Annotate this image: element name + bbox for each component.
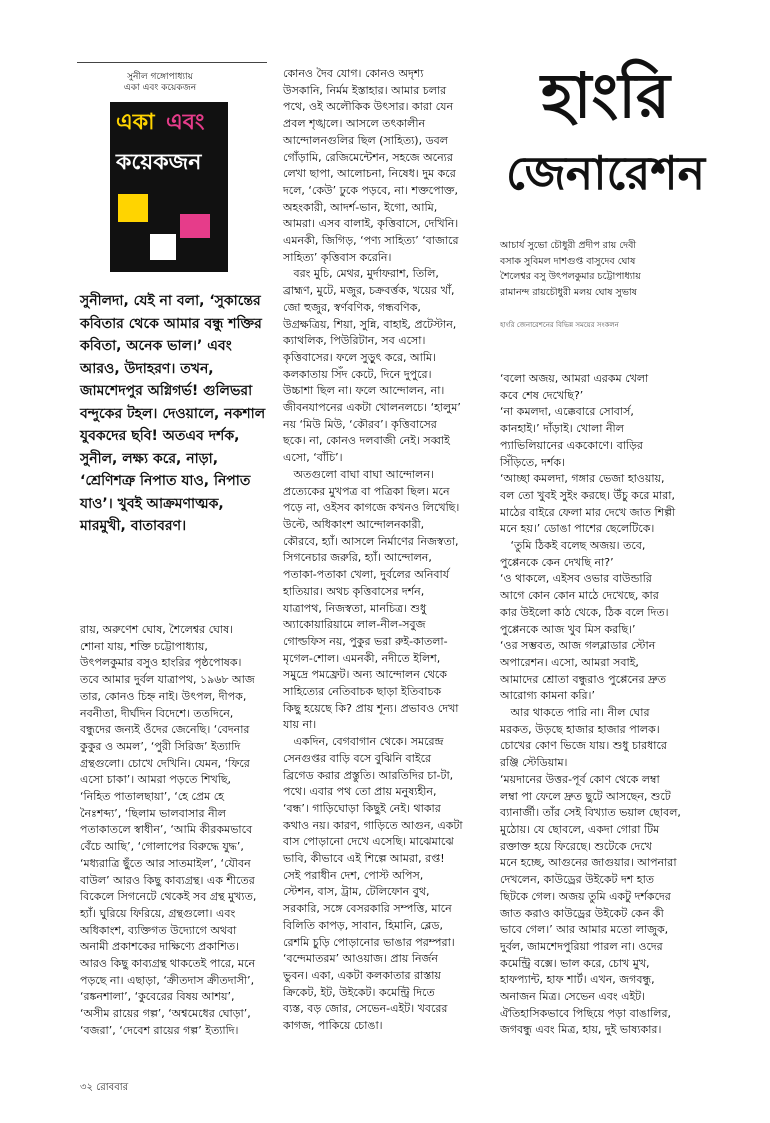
masthead-caption: হাংরি জেনারেশনের বিভিন্ন সময়ের সংকলন [500,321,619,329]
article-column-3: ‘বলো অজয়, আমরা এরকম খেলা কবে শেষ দেখেছি?’ ‘না কমলদা, এক্কেবারে সোবার্স, কানহাই।’ দাঁড়াই। খোলা নীল প্যাভিলিয়ানের এককোণে। বাড়ির সিঁড়িতে, দর্শক। ‘আচ্ছা কমলদা, গঙ্গার ভেজা হাওয়ায়, বল তো খুবই সুইং করছে। উঁচু করে মারা, মাঠের বাইরে ফেলা মার দেখে জাত শিল্পী মনে হয়।’ ডোঙা পাশের ছেলেটিকে। ‘তুমি ঠিকই বলেছ অজয়। তবে, পুপ্পেনকে কেন দেখছি না?’ ‘ও থাকলে, এইসব ওভার বাউন্ডারি আগে কোন কোন মাঠে দেখেছে, কার কার উইলো কাঠ থেকে, ঠিক বলে দিত। পুপ্পেনকে আজ খুব মিস করছি।’ ‘ওর সম্ভবত, আজ গলব্লাডার স্টোন অপারেশন। এসো, আমরা সবাই, আমাদের শ্রোতা বন্ধুরাও পুপ্পেনের দ্রুত আরোগ্য কামনা করি।’ আর থাকতে পারি না। নীল ঘোর মরকত, উড়ছে হাজার হাজার পালক। চোখের কোণ ভিজে যায়। শুধু চারধারে রঞ্জি স্টেডিয়াম। ‘ময়দানের উত্তর-পূর্ব কোণ থেকে লম্বা লম্বা পা ফেলে দ্রুত ছুটে আসছেন, শুটে ব্যানার্জী। তাঁর সেই বিখ্যাত ভয়াল ছোবল, মুঠোয়। যে ছোবলে, একদা গোরা টিম রক্তাক্ত হয়ে ফিরেছে। শুটেকে দেখে মনে হচ্ছে, আগুনের জাগুয়ার। আপনারা দেখলেন, কাউড্রের উইকেট দশ হাত ছিটকে গেল। অজয় তুমি একটু দর্শকদের জাত করাও কাউড্রের উইকেট কেন কী ভাবে গেল।’ আর আমার মতো লাজুক, দুর্বল, জামশেদপুরিয়া পারল না। ওদের কমেন্ট্রি বক্সে। ভাল করে, চোখ মুখ, হাফপ্যান্ট, হাফ শার্ট। এখন, জগবন্ধু, অনাজন মিত্র। সেভেন এবং এইট। ঐতিহাসিকভাবে পিছিয়ে পড়া বাঙালির, জগবন্ধু এবং মিত্র, হায়, দুই ভাষ্যকার। [500,372,681,1037]
pull-quote: সুনীলদা, যেই না বলা, ‘সুকান্তের কবিতার থেকে আমার বন্ধু শক্তির কবিতা, অনেক ভাল।’ এবং আরও, উদাহরণ। তখন, জামশেদপুর অগ্নিগর্ভ! গুলিভরা বন্দুকের টহল। দেওয়ালে, নকশাল যুবকদের ছবি! অতএব দর্শক, সুনীল, লক্ষ্য করে, নাড়া, ‘শ্রেণিশত্রু নিপাত যাও, নিপাত যাও’। খুবই আক্রমণাত্মক, মারমুখী, বাতাবরণ। [80,293,266,534]
article-column-1: রায়, অরুণেশ ঘোষ, শৈলেশ্বর ঘোষ। শোনা যায়, শক্তি চট্টোপাধ্যায়, উৎপলকুমার বসুও হাংরির পৃষ্ঠপোষক। তবে আমার দুর্বল যাত্রাপথ, ১৯৬৮ আজ তার, কোনও চিহ্ন নাই। উৎপল, দীপক, নবনীতা, দীর্ঘদিন বিদেশে। ততদিনে, বন্ধুদের জন্যই ওঁদের জেনেছি। ‘বেদনার কুকুর ও অমল’, ‘পুরী সিরিজ’ ইত্যাদি গ্রন্থগুলো। চোখে দেখিনি। যেমন, ‘ফিরে এসো চাকা’। আমরা পড়তে শিখছি, ‘নিহিত পাতালছায়া’, ‘হে প্রেম হে নৈঃশব্দ্য’, ‘ছিলাম ভালবাসার নীল পতাকাতলে স্বাধীন’, ‘আমি কীরকমভাবে বেঁচে আছি’, ‘গোলাপের বিরুদ্ধে যুদ্ধ’, ‘মধ্যরাত্রি ছুঁতে আর সাতমাইল’, ‘যৌবন বাউল’ আরও কিছু কাব্যগ্রন্থ। এক শীতের বিকেলে সিগনেটে থেকেই সব গ্রন্থ মুখ্যত, হ্যাঁ। ঘুরিয়ে ফিরিয়ে, গ্রন্থগুলো। এবং অধিকাংশ, ব্যক্তিগত উদ্যোগে অথবা অনামী প্রকাশকের দাক্ষিণ্যে প্রকাশিত। আরও কিছু কাব্যগ্রন্থ থাকতেই পারে, মনে পড়ছে না। এছাড়া, ‘ক্রীতদাস ক্রীতদাসী’, ‘রঙ্কনশালা’, ‘কুবেরের বিষয় আশয়’, ‘অসীম রায়ের গল্প’, ‘অশ্বমেধের ঘোড়া’, ‘বজরা’, ‘দেবেশ রায়ের গল্প’ ইত্যাদি। [80,623,257,1037]
cover-word-3: কয়েকজন [116,149,202,175]
cover-white-block [150,234,176,260]
masthead-line-1: হাংরি [540,59,671,132]
masthead-line-2: জেনারেশন [505,146,706,200]
masthead-names: আচার্য সুভো চৌধুরী প্রদীপ রায় দেবী বসাক সুবিমল দাশগুপ্ত বাসুদেব ঘোষ শৈলেশ্বর বসু উৎপলকুমার চট্টোপাধ্যায় রামানন্দ রায়চৌধুরী মলয় ঘোষ সুভাষ [500,240,641,298]
book-cover-illustration [80,72,240,272]
top-rule [77,62,267,63]
cover-word-2: এবং [166,109,205,135]
page-footer: ৩২ রোববার [80,1082,129,1093]
cover-word-1: একা [116,109,155,135]
cover-pink-block [180,214,210,238]
article-column-2: কোনও দৈব যোগ। কোনও অদৃশ্য উসকানি, নির্মম ইস্তাহার। আমার চলার পথে, ওই অলৌকিক উৎসার। কারা যেন প্রবল শৃঙ্খলে। আসলে তৎকালীন আন্দোলনগুলির ছিল (সাহিত্য), ডবল গোঁড়ামি, রেজিমেন্টেশন, সহজে অন্যের লেখা ছাপা, আলোচনা, নিষেধ। দুম করে দলে, ‘কেউ’ ঢুকে পড়বে, না। শক্তপোক্ত, অহংকারী, আদর্শ-ভান, ইগো, আমি, আমরা। এসব বালাই, কৃত্তিবাসে, দেখিনি। এমনকী, জিগিড়, ‘পণ্য সাহিত্য’ ‘বাজারে সাহিত্য’ কৃত্তিবাস করেনি। বরং মুচি, মেথর, মুর্দাফরাশ, তিলি, ব্রাহ্মণ, মুটে, মজুর, চক্রবর্ত্তক, খয়ের খাঁ, জো হুজুর, স্বর্ণবণিক, গন্ধবণিক, উগ্রক্ষত্রিয়, শিয়া, সুন্নি, বাহাই, প্রটেস্টান, ক্যাথলিক, পিউরিটান, সব এসো। কৃত্তিবাসের। ফলে সুড়ুৎ করে, আমি। কলকাতায় সিঁদ কেটে, দিনে দুপুরে। উচ্চাশা ছিল না। ফলে আন্দোলন, না। জীবনযাপনের একটা খোলনলচে। ‘হালুম’ নয় ‘মিউ মিউ, ‘কৌরব’। কৃত্তিবাসের ছকে। না, কোনও দলবাজী নেই। সব্বাই এসো, ‘বাঁচি’। অতগুলো বাঘা বাঘা আন্দোলন। প্রত্যেকের মুখপত্র বা পত্রিকা ছিল। মনে পড়ে না, ওইসব কাগজে কখনও লিখেছি। উল্টে, অধিকাংশ আন্দোলনকারী, কৌরবে, হ্যাঁ। আসলে নির্মাণের নিজস্বতা, সিগনেচার জরুরি, হ্যাঁ। আন্দোলন, পতাকা-পতাকা খেলা, দুর্বলের অনিবার্য হাতিয়ার। অথচ কৃত্তিবাসের দর্শন, যাত্রাপথ, নিজস্বতা, মানচিত্র। শুধু অ্যাকোয়ারিয়ামে লাল-নীল-সবুজ গোল্ডফিস নয়, পুকুর ভরা রুই-কাতলা- মৃগেল-শোল। এমনকী, নদীতে ইলিশ, সমুদ্রে পমফ্রেট। অন্য আন্দোলন থেকে সাহিত্যের নেতিবাচক ছাড়া ইতিবাচক কিছু হয়েছে কি? প্রায় শূন্য। প্রভাবও দেখা যায় না। একদিন, বেগবাগান থেকে। সমরেন্দ্র সেনগুপ্তর বাড়ি বসে বুঝিনি বাইরে ব্রিগেড করার প্রস্তুতি। আরতিদির চা-টা, পথে। এবার পথ তো প্রায় মনুষ্যহীন, ‘বন্ধ’। গাড়িঘোড়া কিছুই নেই। থাকার কথাও নয়। কারণ, গাড়িতে আগুন, একটা বাস পোড়ানো দেখে এসেছি। মাঝেমাঝে ভাবি, কীভাবে এই শিল্পে আমরা, রপ্ত! সেই পরাধীন দেশ, পোস্ট অপিস, স্টেশন, বাস, ট্রাম, টেলিফোন বুথ, সরকারি, সঙ্গে বেসরকারি সম্পত্তি, মানে বিলিতি কাপড়, সাবান, হিমানি, ব্লেড, রেশমি চুড়ি পোড়ানোর ভাঙার পরম্পরা। ‘বন্দেমাতরম’ আওয়াজ। প্রায় নির্জন ভুবন। একা, একটা কলকাতার রাস্তায় ক্রিকেট, ইট, উইকেট। কমেন্ট্রি দিতে ব্যস্ত, বড় জোর, সেভেন-এইট। খবরের কাগজ, পাকিয়ে চোঙা। [283,67,463,1033]
book-cover [110,102,228,272]
masthead [498,60,713,240]
cover-yellow-block [118,194,148,222]
book-author-line: সুনীল গঙ্গোপাধ্যায় একা এবং কয়েকজন [123,72,197,93]
